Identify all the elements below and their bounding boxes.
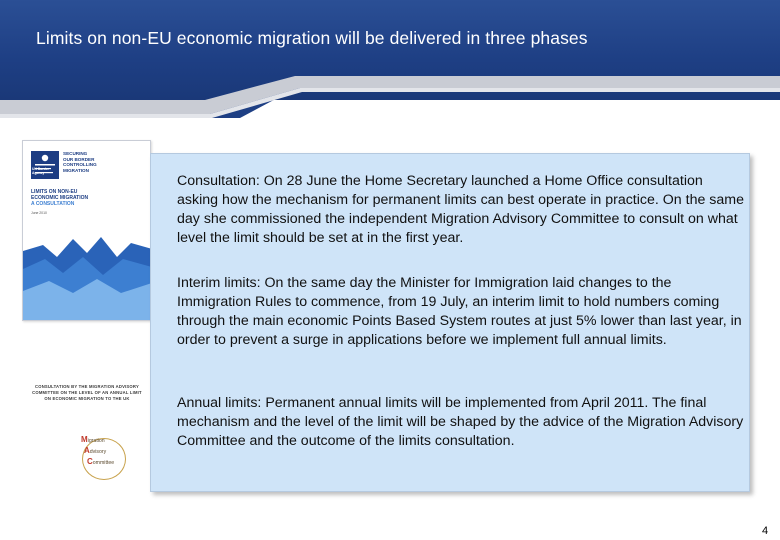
cover-heading-line: CONTROLLING <box>63 162 97 168</box>
mac-logo-initial: A <box>84 446 90 455</box>
mac-logo-initial: C <box>87 457 93 466</box>
phases-panel <box>150 153 750 492</box>
consultation-paragraph <box>177 172 747 248</box>
cover-heading <box>63 151 147 173</box>
mac-logo-initial: M <box>81 435 88 444</box>
cover-date: June 2010 <box>31 211 47 215</box>
cover-heading-line: MIGRATION <box>63 167 89 173</box>
annual-limits-body: Permanent annual limits will be implemented from April 2011. The final mechanism and the level of the limit will be shaped by the advice of the Migration Advisory Committee and the outcome of the limits consultation. <box>177 395 744 449</box>
consultation-cover-image <box>22 140 151 321</box>
agency-badge: UK Border Agency <box>32 167 49 175</box>
cover-title-line: ECONOMIC MIGRATION <box>31 195 89 201</box>
page-number: 4 <box>762 525 769 537</box>
cover-title-line: LIMITS ON NON-EU <box>31 189 78 195</box>
annual-limits-lead: Annual limits: <box>177 395 262 411</box>
interim-limits-body: On the same day the Minister for Immigration laid changes to the Immigration Rules to commence, from 19 July, an interim limit to hold numbers coming through the main economic Points Based System routes at just 5% lower than last year, in order to prevent a surge in applications before we implement full annual limits. <box>177 275 742 348</box>
cover-title-line: A CONSULTATION <box>31 201 75 207</box>
consultation-body: On 28 June the Home Secretary launched a Home Office consultation asking how the mechanism for permanent limits can best operate in practice. On the same day she commissioned the independent Migration Advisory Committee to consult on what level the limit should be set at in the first year. <box>177 173 744 246</box>
consultation-lead: Consultation: <box>177 173 260 189</box>
mac-logo <box>81 435 141 487</box>
interim-limits-lead: Interim limits: <box>177 275 261 291</box>
cover-heading-line: OUR BORDER <box>63 156 95 162</box>
mac-report-title: CONSULTATION BY THE MIGRATION ADVISORY COMMITTEE ON THE LEVEL OF AN ANNUAL LIMIT ON ECONOMIC MIGRATION TO THE UK <box>32 384 142 402</box>
page-title: Limits on non-EU economic migration will be delivered in three phases <box>36 28 588 48</box>
interim-limits-paragraph <box>177 274 747 350</box>
mac-logo-word: igration <box>87 438 105 444</box>
annual-limits-paragraph <box>177 394 747 451</box>
cover-heading-line: SECURING <box>63 151 88 156</box>
cover-title <box>31 189 141 207</box>
mac-logo-word: dvisory <box>89 449 107 455</box>
mac-logo-word: ommittee <box>92 460 115 466</box>
mac-report-cover <box>26 380 148 498</box>
header-swoosh <box>0 76 780 134</box>
